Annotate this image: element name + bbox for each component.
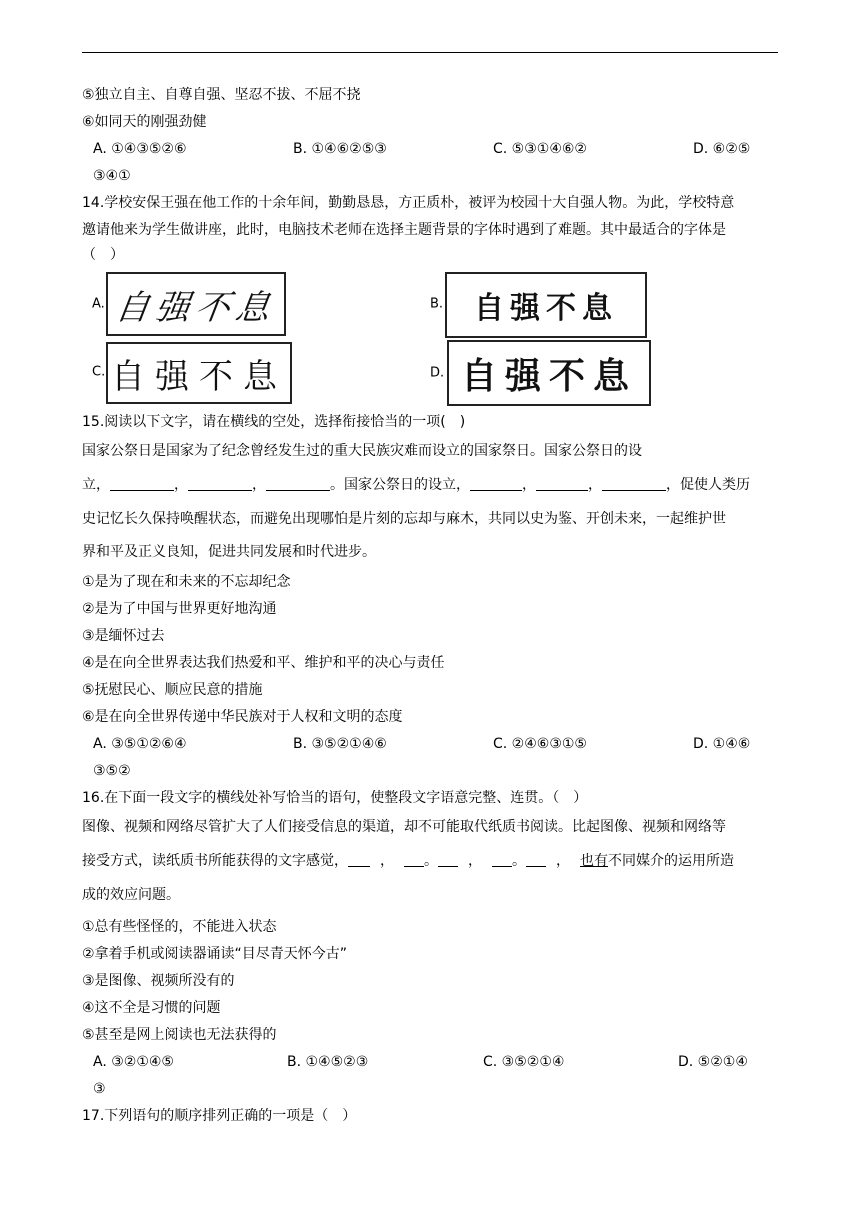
q15-item: ⑤抚慰民心、顺应民意的措施 xyxy=(82,682,263,698)
q15-blank-1[interactable] xyxy=(110,475,174,491)
q15-item: ③是缅怀过去 xyxy=(82,628,165,644)
q14-font-sample-b xyxy=(445,272,647,338)
q16-underlined-text: 也有 xyxy=(580,853,608,869)
q16-blank-4[interactable] xyxy=(492,851,512,867)
q14-font-sample-d-text: 自强不息 xyxy=(460,355,637,397)
q14-option-b-label: B. xyxy=(430,296,444,312)
q15-blank-4[interactable] xyxy=(470,475,522,491)
q15-option-d[interactable]: D. ①④⑥ xyxy=(693,736,751,752)
q15-blank-3[interactable] xyxy=(266,475,330,491)
q16-option-b[interactable]: B. ①④⑤②③ xyxy=(287,1054,369,1070)
q15-option-d-continued: ③⑤② xyxy=(93,763,131,779)
q16-blank-2[interactable] xyxy=(404,851,424,867)
q14-option-a-label: A. xyxy=(92,296,105,312)
q15-punct: ， xyxy=(174,477,188,493)
q14-font-sample-a xyxy=(106,272,286,336)
q15-passage-text: ，促使人类历 xyxy=(666,477,750,493)
q14-option-d[interactable] xyxy=(430,340,656,406)
q16-item: ①总有些怪怪的，不能进入状态 xyxy=(82,919,277,935)
q16-blank-1[interactable] xyxy=(348,851,370,867)
q16-blank-3[interactable] xyxy=(438,851,458,867)
q14-option-a[interactable] xyxy=(92,272,292,336)
q14-option-b[interactable] xyxy=(430,272,650,336)
q13-option-d-continued: ③④① xyxy=(93,168,131,184)
q17-stem: 17.下列语句的顺序排列正确的一项是（ ） xyxy=(82,1108,357,1124)
q15-passage-line-3: 史记忆长久保持唤醒状态，而避免出现哪怕是片刻的忘却与麻木，共同以史为鉴、开创未来，一起维护世 xyxy=(82,511,726,527)
q16-punct: 。 xyxy=(512,853,526,869)
q15-passage-line-4: 界和平及正义良知，促进共同发展和时代进步。 xyxy=(82,544,376,560)
q14-font-sample-c xyxy=(106,342,292,404)
q15-item: ①是为了现在和未来的不忘却纪念 xyxy=(82,574,291,590)
q16-item: ⑤甚至是网上阅读也无法获得的 xyxy=(82,1027,277,1043)
q13-option-c[interactable]: C. ⑤③①④⑥② xyxy=(493,141,587,157)
q15-passage-text: 。国家公祭日的设立， xyxy=(330,477,470,493)
q16-option-a[interactable]: A. ③②①④⑤ xyxy=(93,1054,174,1070)
q14-font-sample-d xyxy=(447,340,651,406)
q15-blank-6[interactable] xyxy=(602,475,666,491)
q15-option-b[interactable]: B. ③⑤②①④⑥ xyxy=(293,736,387,752)
q16-passage-line-1: 图像、视频和网络尽管扩大了人们接受信息的渠道，却不可能取代纸质书阅读。比起图像、视频和网络等 xyxy=(82,819,726,835)
q14-option-c[interactable] xyxy=(92,342,292,402)
q15-item: ④是在向全世界表达我们热爱和平、维护和平的决心与责任 xyxy=(82,655,445,671)
q16-punct: ， xyxy=(556,853,570,869)
q15-passage-text: 立， xyxy=(82,477,110,493)
q16-item: ②拿着手机或阅读器诵读“目尽青天怀今古” xyxy=(82,946,348,962)
q16-passage-line-3: 成的效应问题。 xyxy=(82,887,180,903)
q15-punct: ， xyxy=(252,477,266,493)
q16-stem: 16.在下面一段文字的横线处补写恰当的语句，使整段文字语意完整、连贯。（ ） xyxy=(82,790,588,806)
q14-stem-line-3: （ ） xyxy=(82,247,124,263)
q15-stem: 15.阅读以下文字，请在横线的空处，选择衔接恰当的一项( ) xyxy=(82,414,466,430)
q16-option-d[interactable]: D. ⑤②①④ xyxy=(678,1054,748,1070)
q13-option-b[interactable]: B. ①④⑥②⑤③ xyxy=(293,141,387,157)
q15-passage-line-1: 国家公祭日是国家为了纪念曾经发生过的重大民族灾难而设立的国家祭日。国家公祭日的设 xyxy=(82,443,642,459)
q14-option-c-label: C. xyxy=(92,364,106,380)
q14-font-sample-a-text: 自强不息 xyxy=(112,287,279,328)
q16-passage-text: 接受方式，读纸质书所能获得的文字感觉， xyxy=(82,853,348,869)
q16-punct: 。 xyxy=(424,853,438,869)
q14-font-sample-c-text: 自强不息 xyxy=(111,356,287,397)
q13-item-5: ⑤独立自主、自尊自强、坚忍不拔、不屈不挠 xyxy=(82,87,361,103)
q15-punct: ， xyxy=(588,477,602,493)
q13-option-a[interactable]: A. ①④③⑤②⑥ xyxy=(93,141,187,157)
q16-punct: ， xyxy=(468,853,482,869)
q14-stem-line-2: 邀请他来为学生做讲座，此时，电脑技术老师在选择主题背景的字体时遇到了难题。其中最适合的字体是 xyxy=(82,222,726,238)
q13-item-6: ⑥如同天的刚强劲健 xyxy=(82,114,207,130)
q16-passage-text: 不同媒介的运用所造 xyxy=(608,853,734,869)
q15-blank-5[interactable] xyxy=(536,475,588,491)
q15-passage-line-2 xyxy=(82,475,750,495)
q13-option-d[interactable]: D. ⑥②⑤ xyxy=(693,141,751,157)
q15-blank-2[interactable] xyxy=(188,475,252,491)
q16-punct: ， xyxy=(380,853,394,869)
q15-punct: ， xyxy=(522,477,536,493)
q15-option-a[interactable]: A. ③⑤①②⑥④ xyxy=(93,736,187,752)
q16-item: ④这不全是习惯的问题 xyxy=(82,1000,221,1016)
q16-blank-5[interactable] xyxy=(526,851,546,867)
q15-option-c[interactable]: C. ②④⑥③①⑤ xyxy=(493,736,587,752)
q16-option-c[interactable]: C. ③⑤②①④ xyxy=(483,1054,565,1070)
q16-option-d-continued: ③ xyxy=(93,1081,106,1097)
q14-stem-line-1: 14.学校安保王强在他工作的十余年间，勤勤恳恳，方正质朴，被评为校园十大自强人物。为此，学校特意 xyxy=(82,195,735,211)
q15-item: ⑥是在向全世界传递中华民族对于人权和文明的态度 xyxy=(82,709,403,725)
q16-passage-line-2 xyxy=(82,851,734,871)
q16-item: ③是图像、视频所没有的 xyxy=(82,973,235,989)
q14-option-d-label: D. xyxy=(430,365,445,381)
q15-item: ②是为了中国与世界更好地沟通 xyxy=(82,601,277,617)
header-rule xyxy=(82,52,778,53)
q14-font-sample-b-text: 自强不息 xyxy=(474,291,618,326)
